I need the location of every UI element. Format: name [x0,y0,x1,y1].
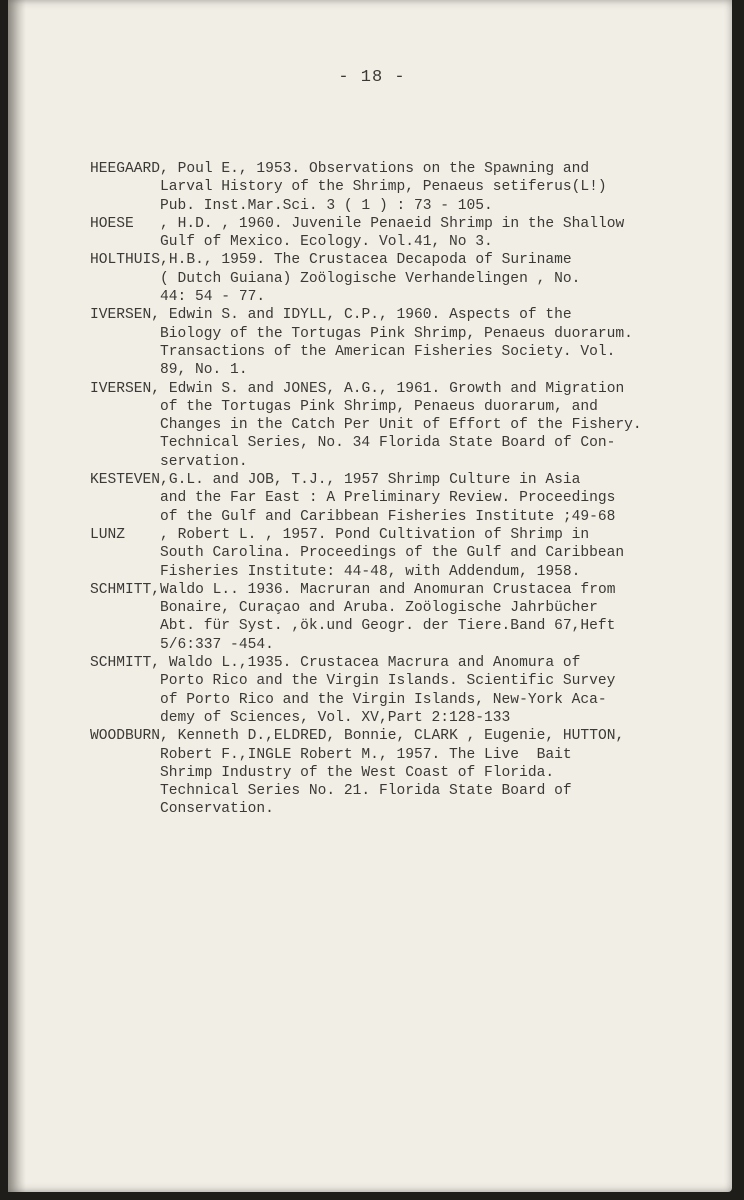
reference-continuation-line: Bonaire, Curaçao and Aruba. Zoölogische Jahrbücher [160,600,598,617]
reference-first-line: SCHMITT, Waldo L.,1935. Crustacea Macrura and Anomura of [90,655,581,672]
reference-continuation-line: 89, No. 1. [160,362,248,379]
reference-continuation-line: ( Dutch Guiana) Zoölogische Verhandelingen , No. [160,270,581,287]
reference-entry [90,471,730,526]
reference-first-line: HEEGAARD, Poul E., 1953. Observations on the Spawning and [90,161,590,177]
reference-continuation-line: of the Gulf and Caribbean Fisheries Institute ;49-68 [160,508,616,525]
reference-first-line: IVERSEN, Edwin S. and IDYLL, C.P., 1960. Aspects of the [90,307,572,324]
reference-continuation-line: Fisheries Institute: 44-48, with Addendum, 1958. [160,563,581,580]
reference-continuation-line: Conservation. [160,801,274,818]
reference-continuation-line: Transactions of the American Fisheries Society. Vol. [160,343,616,360]
reference-entry [90,380,730,471]
reference-continuation-line: Changes in the Catch Per Unit of Effort of the Fishery. [160,417,642,434]
reference-entry [90,581,730,654]
reference-entry [90,654,730,727]
reference-entry [90,160,730,215]
reference-first-line: SCHMITT,Waldo L.. 1936. Macruran and Anomuran Crustacea from [90,581,616,598]
reference-entry [90,215,730,252]
reference-continuation-line: of Porto Rico and the Virgin Islands, New-York Aca- [160,691,607,708]
reference-first-line: HOESE , H.D. , 1960. Juvenile Penaeid Shrimp in the Shallow [90,215,625,232]
reference-continuation-line: Shrimp Industry of the West Coast of Florida. [160,764,555,781]
reference-first-line: LUNZ , Robert L. , 1957. Pond Cultivation of Shrimp in [90,526,590,543]
reference-continuation-line: servation. [160,453,248,470]
reference-first-line: WOODBURN, Kenneth D.,ELDRED, Bonnie, CLARK , Eugenie, HUTTON, [90,728,625,745]
reference-continuation-line: Technical Series, No. 34 Florida State Board of Con- [160,435,616,452]
reference-continuation-line: Pub. Inst.Mar.Sci. 3 ( 1 ) : 73 - 105. [160,197,493,214]
reference-entry [90,526,730,581]
reference-continuation-line: and the Far East : A Preliminary Review. Proceedings [160,490,616,507]
reference-entry [90,727,730,818]
reference-continuation-line: demy of Sciences, Vol. XV,Part 2:128-133 [160,709,511,726]
reference-continuation-line: Robert F.,INGLE Robert M., 1957. The Live Bait [160,746,572,763]
reference-continuation-line: 5/6:337 -454. [160,636,274,653]
reference-continuation-line: Biology of the Tortugas Pink Shrimp, Penaeus duorarum. [160,325,633,342]
reference-continuation-line: Porto Rico and the Virgin Islands. Scientific Survey [160,673,616,690]
reference-continuation-line: of the Tortugas Pink Shrimp, Penaeus duorarum, and [160,398,598,415]
binding-shadow [8,0,26,1192]
reference-continuation-line: 44: 54 - 77. [160,289,266,306]
reference-continuation-line: Technical Series No. 21. Florida State Board of [160,783,572,800]
reference-first-line: IVERSEN, Edwin S. and JONES, A.G., 1961. Growth and Migration [90,380,625,397]
reference-entry [90,251,730,306]
page-number: - 18 - [338,68,406,87]
reference-continuation-line: Larval History of the Shrimp, Penaeus setiferus(L!) [160,179,607,196]
reference-first-line: HOLTHUIS,H.B., 1959. The Crustacea Decapoda of Suriname [90,252,572,269]
reference-list [90,160,730,819]
reference-first-line: KESTEVEN,G.L. and JOB, T.J., 1957 Shrimp Culture in Asia [90,472,581,489]
reference-continuation-line: Gulf of Mexico. Ecology. Vol.41, No 3. [160,234,493,251]
reference-continuation-line: South Carolina. Proceedings of the Gulf and Caribbean [160,545,625,562]
reference-entry [90,306,730,379]
reference-continuation-line: Abt. für Syst. ,ök.und Geogr. der Tiere.Band 67,Heft [160,618,616,635]
